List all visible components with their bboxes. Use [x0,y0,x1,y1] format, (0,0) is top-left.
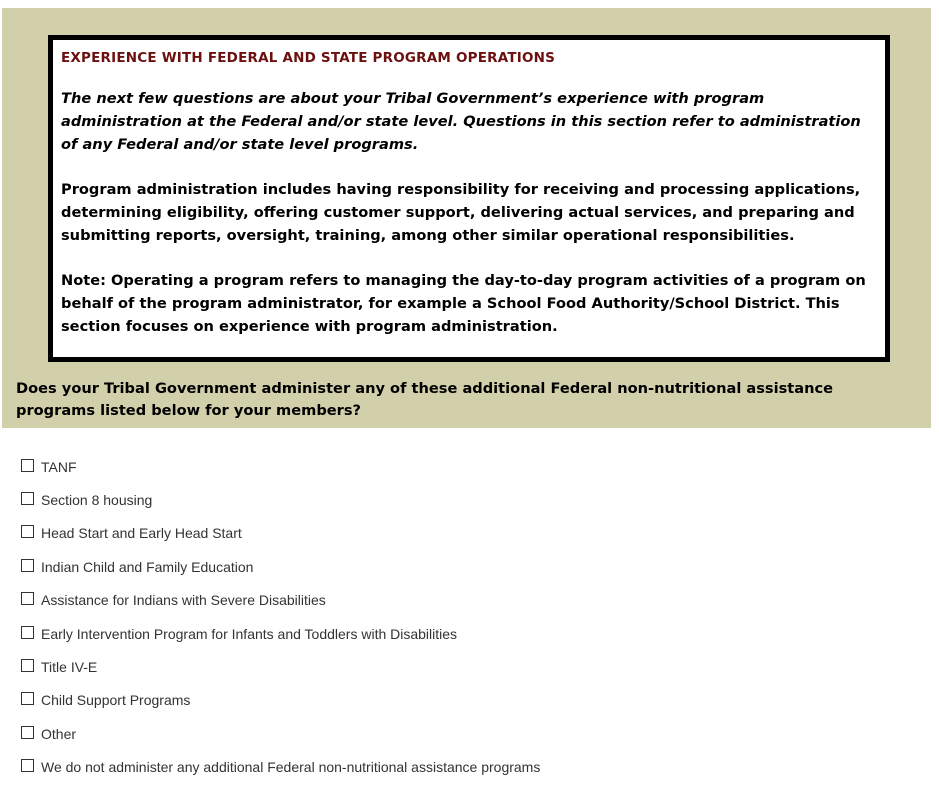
checkbox[interactable] [21,459,34,472]
option-section-8-housing[interactable] [21,483,540,516]
option-label: We do not administer any additional Federal non-nutritional assistance programs [41,759,541,776]
option-label: Section 8 housing [41,492,153,509]
checkbox[interactable] [21,659,34,672]
checkbox[interactable] [21,525,34,538]
checkbox[interactable] [21,592,34,605]
option-label: TANF [41,458,77,475]
section-note-text: Note: Operating a program refers to managing the day-to-day program activities of a program on behalf of the program administrator, for example a School Food Authority/School District. This section focuses on experience with program administration. [61,272,866,335]
section-definition-text: Program administration includes having responsibility for receiving and processing applications, determining eligibility, offering customer support, delivering actual services, and preparing and submitting reports, oversight, training, among other similar operational responsibilities. [61,181,861,244]
option-label: Head Start and Early Head Start [41,525,242,542]
option-head-start[interactable] [21,517,540,550]
section-title: EXPERIENCE WITH FEDERAL AND STATE PROGRAM OPERATIONS [61,50,556,66]
checkbox[interactable] [21,759,34,772]
option-indian-child-family-education[interactable] [21,550,540,583]
options-list [21,450,540,784]
option-early-intervention[interactable] [21,617,540,650]
section-intro-box [48,35,890,362]
question-text: Does your Tribal Government administer any of these additional Federal non-nutritional assistance programs listed below for your members? [16,380,834,419]
option-other[interactable] [21,717,540,750]
checkbox[interactable] [21,492,34,505]
option-child-support[interactable] [21,684,540,717]
checkbox[interactable] [21,726,34,739]
checkbox[interactable] [21,559,34,572]
option-none[interactable] [21,751,540,784]
checkbox[interactable] [21,692,34,705]
option-label: Early Intervention Program for Infants and Toddlers with Disabilities [41,625,458,642]
option-severe-disabilities-assistance[interactable] [21,584,540,617]
section-intro-text: The next few questions are about your Tribal Government’s experience with program administration at the Federal and/or state level. Questions in this section refer to administration of any Federal and/or state level programs. [61,90,861,153]
option-label: Assistance for Indians with Severe Disabilities [41,592,326,609]
checkbox[interactable] [21,626,34,639]
option-tanf[interactable] [21,450,540,483]
option-title-iv-e[interactable] [21,650,540,683]
option-label: Child Support Programs [41,692,191,709]
option-label: Indian Child and Family Education [41,558,254,575]
option-label: Other [41,725,77,742]
option-label: Title IV-E [41,659,98,676]
